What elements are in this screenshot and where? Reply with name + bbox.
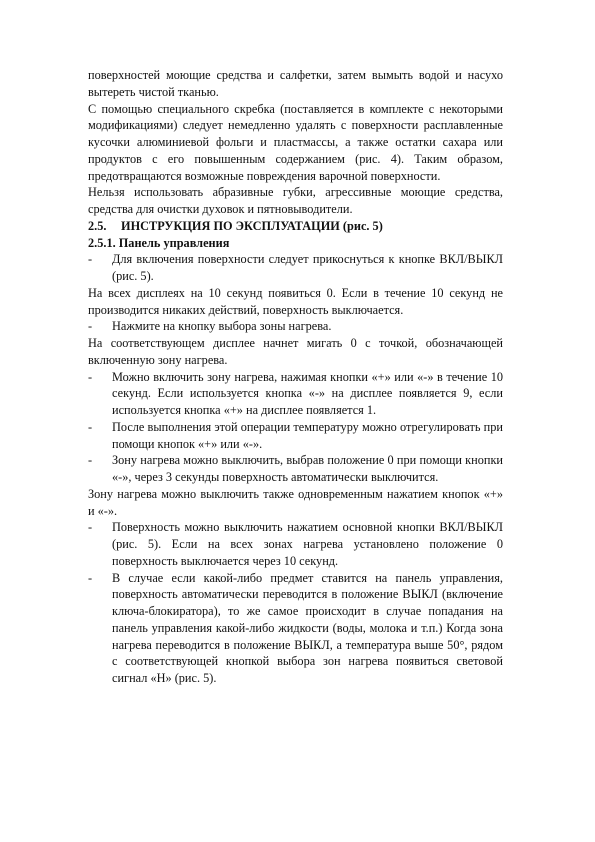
list-item bbox=[88, 570, 503, 687]
list-dash: - bbox=[88, 252, 93, 267]
paragraph: Зону нагрева можно выключить также одновременным нажатием кнопок «+» и «-». bbox=[88, 486, 503, 518]
list-item bbox=[88, 419, 503, 453]
list-item bbox=[88, 369, 503, 419]
section-heading bbox=[88, 218, 503, 235]
list-item-text: Поверхность можно выключить нажатием основной кнопки ВКЛ/ВЫКЛ (рис. 5). Если на всех зонах нагрева установлено положение 0 поверхность выключается через 10 секунд. bbox=[112, 520, 503, 568]
list-dash: - bbox=[88, 520, 93, 535]
list-item bbox=[88, 318, 503, 335]
list-item-text: Для включения поверхности следует прикоснуться к кнопке ВКЛ/ВЫКЛ (рис. 5). bbox=[112, 252, 503, 283]
list-item-text: В случае если какой-либо предмет ставится на панель управления, поверхность автоматически переводится в положение ВЫКЛ (включение ключа-блокиратора), то же самое происходит в случае попадания на панель управления какой-либо жидкости (воды, молока и т.п.) Когда зона нагрева переводится в положение ВЫКЛ, а температура выше 50°, рядом с соответствующей кнопкой выбора зон нагрева появиться световой сигнал «Н» (рис. 5). bbox=[112, 570, 503, 685]
paragraph-cleaning: поверхностей моющие средства и салфетки, затем вымыть водой и насухо вытереть чистой тканью. bbox=[88, 68, 503, 99]
section-title: ИНСТРУКЦИЯ ПО ЭКСПЛУАТАЦИИ (рис. 5) bbox=[121, 218, 383, 233]
subsection-heading: 2.5.1. Панель управления bbox=[88, 235, 230, 250]
section-number: 2.5. bbox=[88, 218, 107, 233]
list-dash: - bbox=[88, 419, 93, 434]
paragraph-warning: Нельзя использовать абразивные губки, агрессивные моющие средства, средства для очистки духовок и пятновыводители. bbox=[88, 185, 503, 216]
paragraph: На соответствующем дисплее начнет мигать 0 с точкой, обозначающей включенную зону нагрева. bbox=[88, 336, 503, 367]
list-dash: - bbox=[88, 570, 93, 585]
list-dash: - bbox=[88, 319, 93, 334]
list-item bbox=[88, 452, 503, 486]
list-item bbox=[88, 251, 503, 285]
list-dash: - bbox=[88, 453, 93, 468]
paragraph: На всех дисплеях на 10 секунд появиться 0. Если в течение 10 секунд не производится никаких действий, поверхность выключается. bbox=[88, 285, 503, 317]
document-page bbox=[88, 67, 503, 687]
list-item-text: Нажмите на кнопку выбора зоны нагрева. bbox=[112, 319, 332, 334]
paragraph-scraper: С помощью специального скребка (поставляется в комплекте с некоторыми модификациями) следует немедленно удалять с поверхности расплавленные кусочки алюминиевой фольги и пластмассы, а также остатки сахара или продуктов с его повышенным содержанием (рис. 4). Таким образом, предотвращаются возможные повреждения варочной поверхности. bbox=[88, 101, 503, 183]
list-item-text: После выполнения этой операции температуру можно отрегулировать при помощи кнопок «+» или «-». bbox=[112, 419, 503, 451]
list-dash: - bbox=[88, 369, 93, 384]
list-item bbox=[88, 519, 503, 569]
list-item-text: Можно включить зону нагрева, нажимая кнопки «+» или «-» в течение 10 секунд. Если используется кнопка «-» на дисплее появляется 9, если используется кнопка «+» на дисплее появляется 1. bbox=[112, 369, 503, 417]
list-item-text: Зону нагрева можно выключить, выбрав положение 0 при помощи кнопки «-», через 3 секунды поверхность автоматически выключится. bbox=[112, 453, 503, 484]
